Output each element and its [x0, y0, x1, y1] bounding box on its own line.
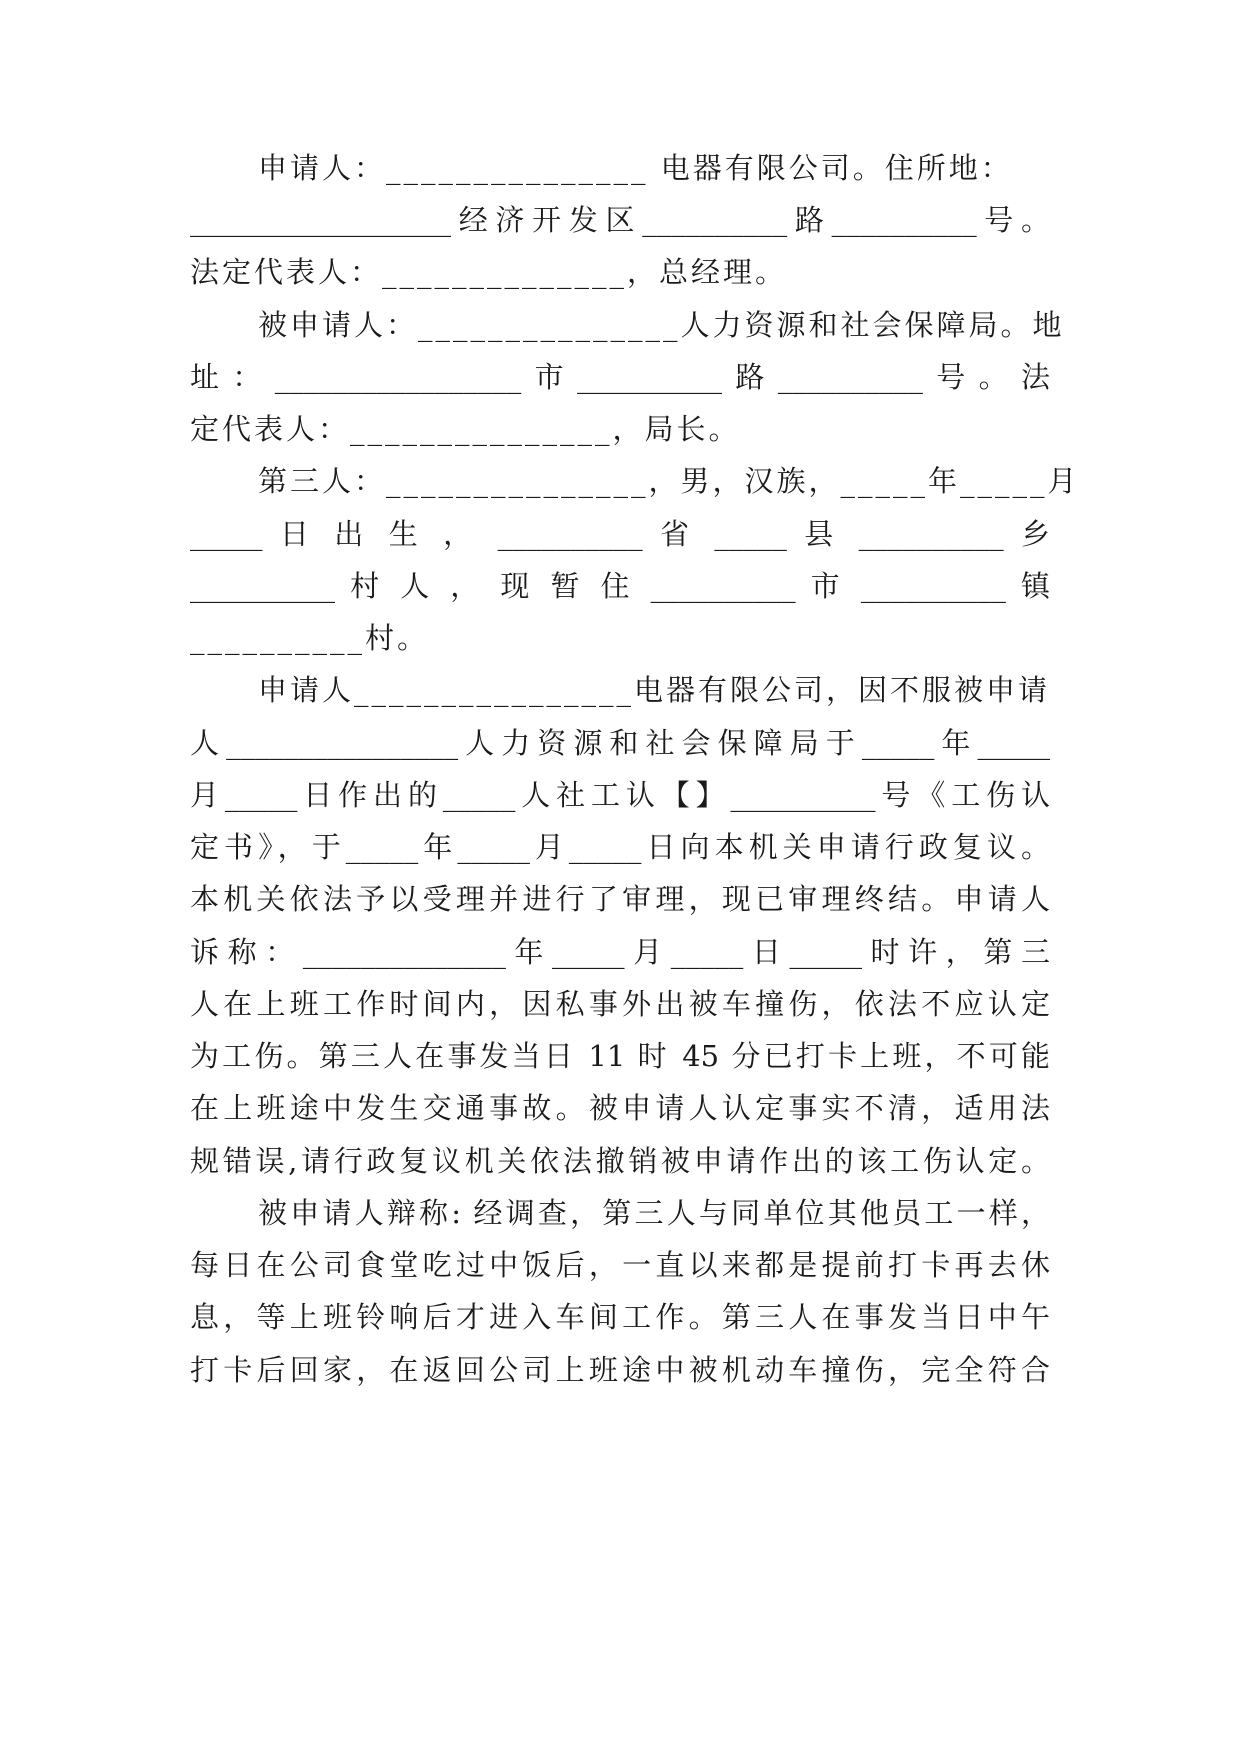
text-line: 被申请人：_______________人力资源和社会保障局。地 — [258, 308, 1065, 342]
text-line: 被申请人辩称: 经调查，第三人与同单位其他员工一样， — [258, 1196, 1050, 1230]
text-line: 月_____日作出的_____人社工认【】__________号《工伤认 — [190, 778, 1050, 812]
text-line: 定书》，于_____年_____月_____日向本机关申请行政复议。 — [190, 830, 1050, 864]
text-line: 诉称：______________年_____月_____日_____时许，第三 — [190, 935, 1050, 969]
text-line: 人在上班工作时间内，因私事外出被车撞伤，依法不应认定 — [190, 987, 1050, 1021]
text-line: 申请人：_______________ 电器有限公司。住所地： — [258, 151, 1013, 185]
text-line: 法定代表人：______________，总经理。 — [190, 255, 788, 289]
text-line: _____ 日 出 生 ， __________ 省 _____ 县 __________ 乡 — [190, 517, 1050, 551]
text-line: 在上班途中发生交通事故。被申请人认定事实不清，适用法 — [190, 1091, 1050, 1125]
text-line: 址：_________________市__________路__________号。法 — [190, 360, 1050, 394]
text-line: 打卡后回家，在返回公司上班途中被机动车撞伤，完全符合 — [190, 1353, 1050, 1387]
text-line: __________ 村 人 ， 现 暂 住 __________ 市 __________ 镇 — [190, 569, 1050, 603]
text-line: __________村。 — [190, 621, 430, 655]
text-line: 定代表人：_______________，局长。 — [190, 412, 741, 446]
text-line: 为工伤。第三人在事发当日 11 时 45 分已打卡上班，不可能 — [190, 1039, 1050, 1073]
text-line: 息，等上班铃响后才进入车间工作。第三人在事发当日中午 — [190, 1300, 1050, 1334]
text-line: 人________________人力资源和社会保障局于_____年_____ — [190, 726, 1050, 760]
text-line: 第三人：_______________，男，汉族，_____年_____月 — [258, 464, 1080, 498]
text-line: 本机关依法予以受理并进行了审理，现已审理终结。申请人 — [190, 882, 1050, 916]
text-line: __________________经济开发区__________路__________号。 — [190, 203, 1050, 237]
text-line: 每日在公司食堂吃过中饭后，一直以来都是提前打卡再去休 — [190, 1248, 1050, 1282]
text-line: 申请人________________电器有限公司，因不服被申请 — [258, 673, 1051, 707]
text-line: 规错误,请行政复议机关依法撤销被申请作出的该工伤认定。 — [190, 1144, 1050, 1178]
